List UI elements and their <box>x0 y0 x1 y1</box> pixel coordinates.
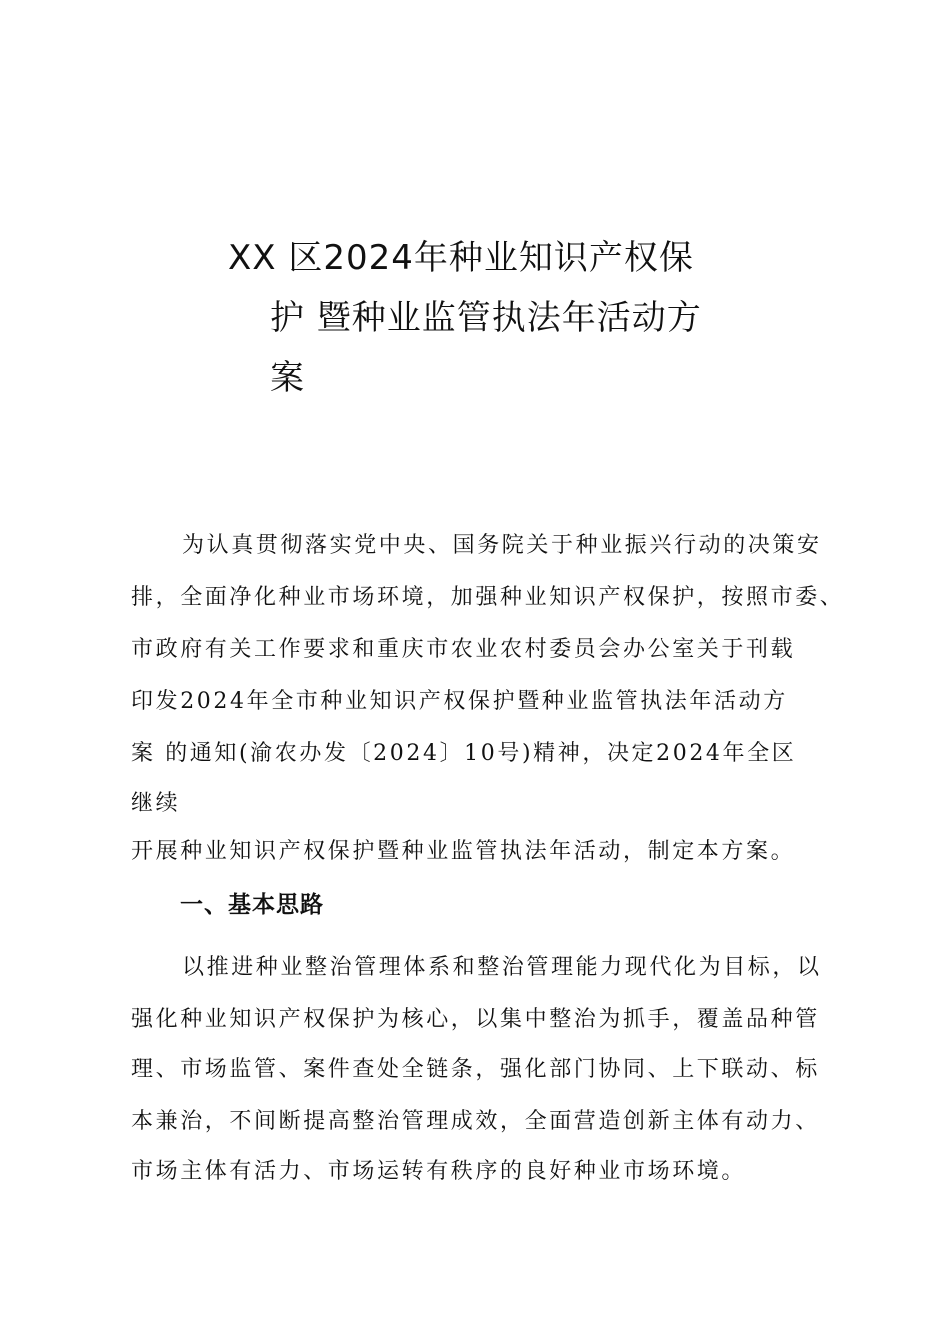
intro-line-5: 案 的通知(渝农办发〔2024〕10号)精神，决定2024年全区 <box>131 741 797 766</box>
section-heading-basic-approach: 一、基本思路 <box>180 892 324 918</box>
intro-line-2: 排，全面净化种业市场环境，加强种业知识产权保护，按照市委、 <box>131 585 845 610</box>
title-line-2: 护 暨种业监管执法年活动方 <box>270 298 702 338</box>
intro-line-1: 为认真贯彻落实党中央、国务院关于种业振兴行动的决策安 <box>182 533 822 558</box>
title-line-3: 案 <box>270 358 305 398</box>
title-line-1: XX 区2024年种业知识产权保 <box>228 238 694 278</box>
section1-line-3: 理、市场监管、案件查处全链条，强化部门协同、上下联动、标 <box>131 1057 820 1082</box>
intro-line-6: 继续 <box>131 791 181 816</box>
section1-line-1: 以推进种业整治管理体系和整治管理能力现代化为目标，以 <box>182 955 822 980</box>
section1-line-2: 强化种业知识产权保护为核心，以集中整治为抓手，覆盖品种管 <box>131 1007 820 1032</box>
intro-line-3: 市政府有关工作要求和重庆市农业农村委员会办公室关于刊载 <box>131 637 796 662</box>
intro-line-7: 开展种业知识产权保护暨种业监管执法年活动，制定本方案。 <box>131 839 796 864</box>
section1-line-4: 本兼治，不间断提高整治管理成效，全面营造创新主体有动力、 <box>131 1109 820 1134</box>
section1-line-5: 市场主体有活力、市场运转有秩序的良好种业市场环境。 <box>131 1159 747 1184</box>
intro-line-4: 印发2024年全市种业知识产权保护暨种业监管执法年活动方 <box>131 689 788 714</box>
document-title <box>228 228 728 408</box>
